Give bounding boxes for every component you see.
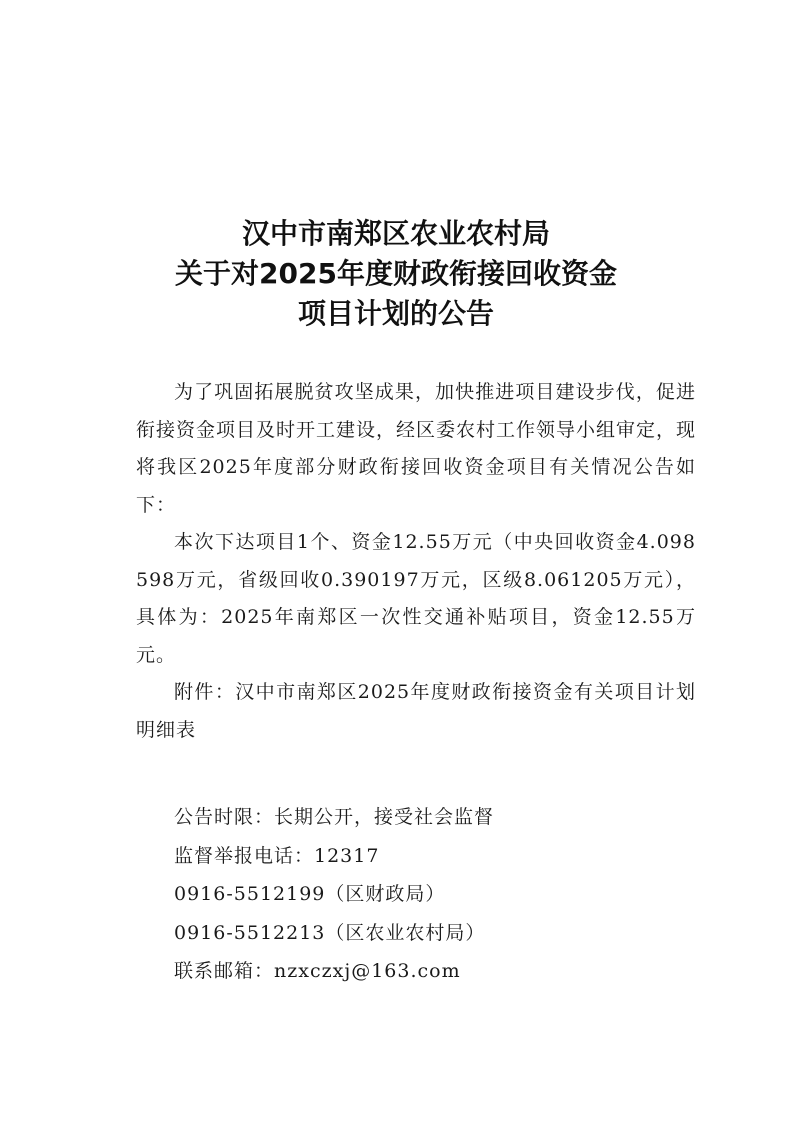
phone-agriculture-bureau: 0916-5512213（区农业农村局） [174, 921, 486, 944]
title-line-2: 关于对2025年度财政衔接回收资金 [175, 257, 617, 290]
phone-finance-bureau: 0916-5512199（区财政局） [174, 883, 446, 905]
contact-info [174, 798, 694, 991]
document-body [136, 374, 696, 749]
paragraph-attachment: 附件：汉中市南郑区2025年度财政衔接资金有关项目计划明细表 [136, 681, 696, 741]
contact-email: 联系邮箱：nzxczxj@163.com [174, 960, 461, 982]
paragraph-funding: 本次下达项目1个、资金12.55万元（中央回收资金4.098598万元，省级回收0.390197万元，区级8.061205万元），具体为：2025年南郑区一次性交通补贴项目，资金12.55万元。 [136, 531, 696, 666]
title-line-1: 汉中市南郑区农业农村局 [241, 217, 550, 250]
report-hotline: 监督举报电话：12317 [174, 844, 380, 867]
paragraph-intro: 为了巩固拓展脱贫攻坚成果，加快推进项目建设步伐，促进衔接资金项目及时开工建设，经区委农村工作领导小组审定，现将我区2025年度部分财政衔接回收资金项目有关情况公告如下： [136, 381, 697, 516]
notice-period: 公告时限：长期公开，接受社会监督 [174, 806, 495, 828]
title-line-3: 项目计划的公告 [297, 297, 494, 330]
document-title [0, 214, 792, 334]
